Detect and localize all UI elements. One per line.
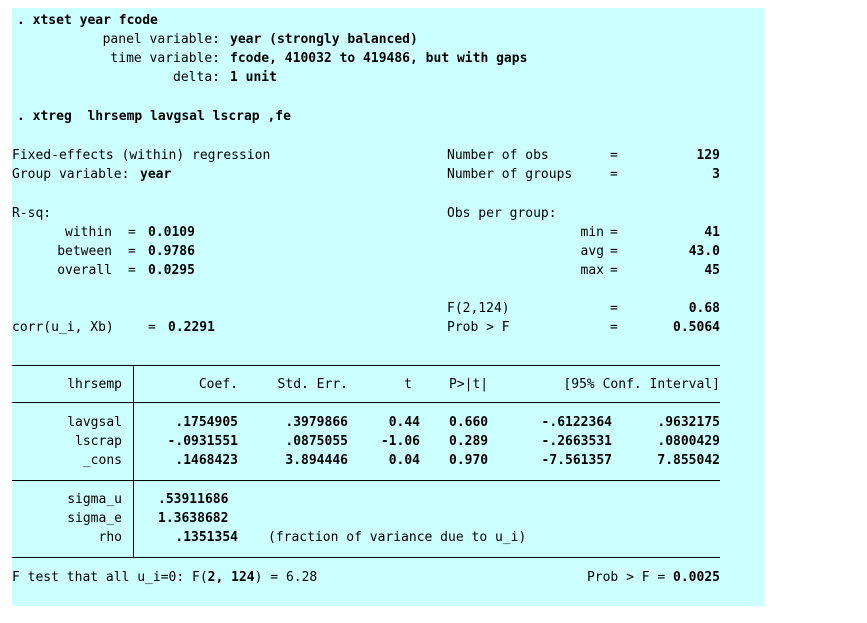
table-bottom-rule: [12, 557, 720, 558]
within-label: within: [65, 225, 112, 240]
time-variable-label: time variable:: [110, 51, 220, 66]
prob-f-label: Prob > F: [447, 320, 510, 335]
avg-equals: =: [610, 244, 618, 259]
nobs-label: Number of obs: [447, 148, 549, 163]
rho-note: (fraction of variance due to u_i): [268, 530, 527, 545]
group-variable-label: Group variable:: [12, 167, 130, 182]
delta-label: delta:: [173, 70, 220, 85]
within-equals: =: [128, 225, 136, 240]
row-name-lscrap: lscrap: [75, 434, 122, 449]
sigma-u-label: sigma_u: [67, 492, 122, 507]
f-test-args: 2, 124: [207, 570, 255, 585]
coef-cons: .1468423: [175, 453, 238, 468]
t-cons: 0.04: [388, 453, 420, 468]
f-test-prefix: F test that all u_i=0: F(: [12, 570, 208, 585]
row-name-cons: _cons: [82, 453, 122, 468]
hi-lavgsal: .9632175: [657, 415, 720, 430]
f-stat-label: F(2,124): [447, 301, 510, 316]
min-equals: =: [610, 225, 618, 240]
ngroups-label: Number of groups: [447, 167, 573, 182]
corr-equals: =: [148, 320, 164, 335]
between-value: 0.9786: [148, 244, 195, 259]
rsq-label: R-sq:: [12, 206, 52, 221]
between-label: between: [57, 244, 112, 259]
p-lavgsal: 0.660: [449, 415, 489, 430]
coef-lscrap: -.0931551: [167, 434, 238, 449]
delta-value: 1 unit: [230, 70, 277, 85]
overall-equals: =: [128, 263, 136, 278]
max-equals: =: [610, 263, 618, 278]
sigma-e-value: 1.3638682: [158, 511, 229, 526]
sigma-u-value: .53911686: [158, 492, 229, 507]
stata-results-window: [12, 8, 765, 606]
panel-variable-value: year (strongly balanced): [230, 32, 418, 47]
header-p: P>|t|: [449, 377, 489, 392]
max-value: 45: [704, 263, 720, 278]
header-rule: [12, 402, 720, 403]
f-stat-value: 0.68: [688, 301, 720, 316]
regression-title: Fixed-effects (within) regression: [12, 148, 271, 163]
f-test-prob-label: Prob > F =: [586, 570, 674, 585]
corr-value: 0.2291: [168, 320, 215, 335]
xtset-command: . xtset year fcode: [17, 13, 158, 28]
max-label: max: [580, 263, 604, 278]
corr-label: corr(u_i, Xb): [12, 320, 114, 335]
nobs-equals: =: [610, 148, 618, 163]
p-cons: 0.970: [449, 453, 489, 468]
table-column-separator: [133, 365, 134, 558]
prob-f-value: 0.5064: [673, 320, 720, 335]
overall-value: 0.0295: [148, 263, 195, 278]
p-lscrap: 0.289: [449, 434, 489, 449]
hi-lscrap: .0800429: [657, 434, 720, 449]
hi-cons: 7.855042: [657, 453, 720, 468]
lo-lavgsal: -.6122364: [541, 415, 612, 430]
avg-value: 43.0: [688, 244, 720, 259]
f-test-prob-value: 0.0025: [673, 570, 720, 585]
header-coef: Coef.: [198, 377, 238, 392]
group-variable-value: year: [140, 167, 172, 182]
lo-lscrap: -.2663531: [541, 434, 612, 449]
panel-variable-label: panel variable:: [102, 32, 220, 47]
t-lavgsal: 0.44: [388, 415, 420, 430]
between-equals: =: [128, 244, 136, 259]
coef-rule: [12, 480, 720, 481]
f-test-prob: [492, 568, 720, 587]
header-conf-interval: [95% Conf. Interval]: [563, 377, 720, 392]
se-lavgsal: .3979866: [285, 415, 348, 430]
table-top-rule: [12, 365, 720, 366]
coef-lavgsal: .1754905: [175, 415, 238, 430]
se-lscrap: .0875055: [285, 434, 348, 449]
time-variable-value: fcode, 410032 to 419486, but with gaps: [230, 51, 528, 66]
header-t: t: [404, 377, 412, 392]
obs-per-group-label: Obs per group:: [447, 206, 557, 221]
within-value: 0.0109: [148, 225, 195, 240]
prob-f-equals: =: [610, 320, 618, 335]
nobs-value: 129: [696, 148, 720, 163]
row-name-lavgsal: lavgsal: [67, 415, 122, 430]
f-stat-equals: =: [610, 301, 618, 316]
ngroups-equals: =: [610, 167, 618, 182]
header-std-err: Std. Err.: [277, 377, 348, 392]
t-lscrap: -1.06: [380, 434, 420, 449]
lo-cons: -7.561357: [541, 453, 612, 468]
overall-label: overall: [57, 263, 112, 278]
rho-label: rho: [98, 530, 122, 545]
sigma-e-label: sigma_e: [67, 511, 122, 526]
avg-label: avg: [580, 244, 604, 259]
f-test-line: [12, 568, 317, 587]
min-label: min: [580, 225, 604, 240]
depvar-header: lhrsemp: [67, 377, 122, 392]
rho-value: .1351354: [175, 530, 238, 545]
f-test-suffix: ) = 6.28: [254, 570, 318, 585]
se-cons: 3.894446: [285, 453, 348, 468]
ngroups-value: 3: [712, 167, 720, 182]
xtreg-command: . xtreg lhrsemp lavgsal lscrap ,fe: [17, 109, 291, 124]
min-value: 41: [704, 225, 720, 240]
